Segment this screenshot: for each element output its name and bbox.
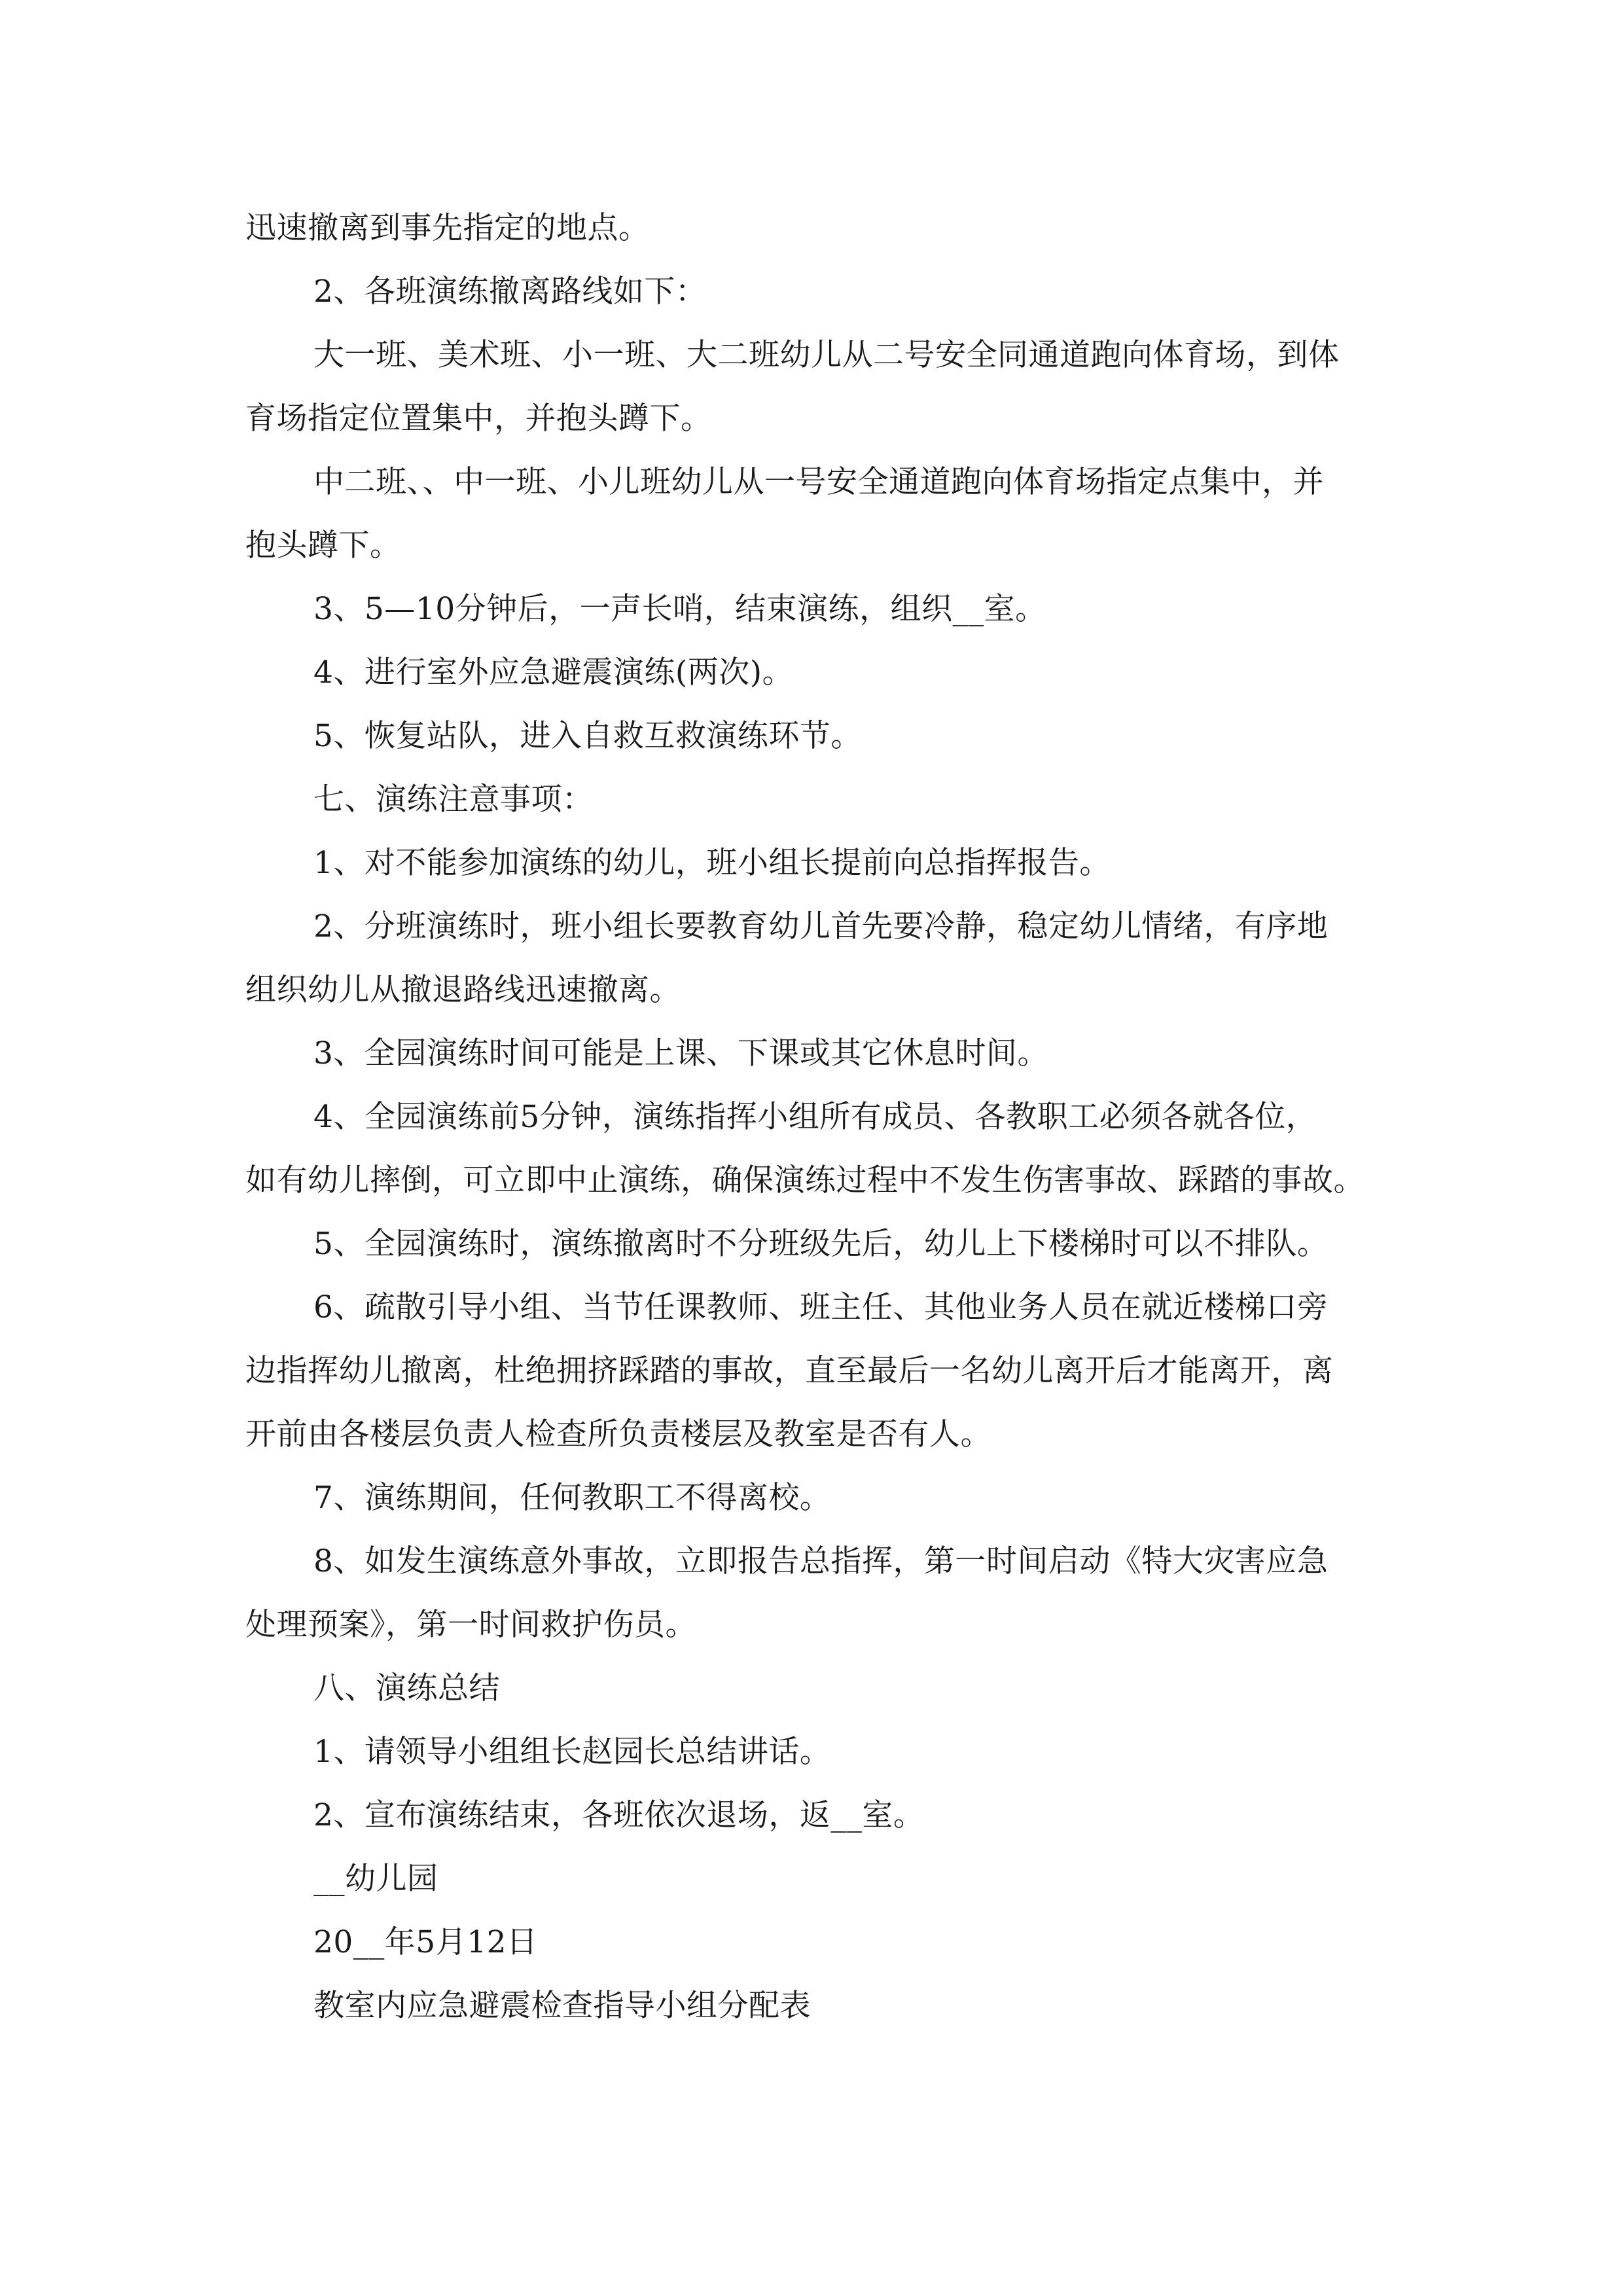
paragraph-line: 1、请领导小组组长赵园长总结讲话。 — [313, 1734, 831, 1770]
paragraph-line: 7、演练期间，任何教职工不得离校。 — [313, 1480, 831, 1516]
table-caption: 教室内应急避震检查指导小组分配表 — [313, 1988, 811, 2024]
paragraph-line: 3、全园演练时间可能是上课、下课或其它休息时间。 — [313, 1035, 1048, 1071]
paragraph-line: 5、恢复站队，进入自救互救演练环节。 — [313, 718, 862, 754]
paragraph-line: 育场指定位置集中，并抱头蹲下。 — [245, 401, 712, 437]
paragraph-line: 2、宣布演练结束，各班依次退场，返__室。 — [313, 1797, 925, 1833]
paragraph-line: 中二班、、中一班、小儿班幼儿从一号安全通道跑向体育场指定点集中，并 — [313, 464, 1324, 500]
paragraph-line: 边指挥幼儿撤离，杜绝拥挤踩踏的事故，直至最后一名幼儿离开后才能离开，离 — [245, 1353, 1334, 1389]
paragraph-line: 8、如发生演练意外事故，立即报告总指挥，第一时间启动《特大灾害应急 — [313, 1543, 1329, 1579]
paragraph-line: 2、各班演练撤离路线如下： — [313, 274, 707, 310]
signature-date: 20__年5月12日 — [313, 1924, 538, 1960]
paragraph-line: 1、对不能参加演练的幼儿，班小组长提前向总指挥报告。 — [313, 845, 1111, 881]
paragraph-line: 大一班、美术班、小一班、大二班幼儿从二号安全同通道跑向体育场，到体 — [313, 337, 1340, 373]
paragraph-line: 4、全园演练前5分钟，演练指挥小组所有成员、各教职工必须各就各位， — [313, 1099, 1317, 1135]
paragraph-line: 开前由各楼层负责人检查所负责楼层及教室是否有人。 — [245, 1416, 991, 1452]
section-heading: 八、演练总结 — [313, 1670, 500, 1706]
paragraph-line: 处理预案》，第一时间救护伤员。 — [245, 1607, 696, 1643]
paragraph-line: 6、疏散引导小组、当节任课教师、班主任、其他业务人员在就近楼梯口旁 — [313, 1289, 1329, 1325]
paragraph-line: 组织幼儿从撤退路线迅速撤离。 — [245, 972, 681, 1008]
paragraph-line: 迅速撤离到事先指定的地点。 — [245, 210, 650, 246]
paragraph-line: 抱头蹲下。 — [245, 528, 401, 564]
paragraph-line: 4、进行室外应急避震演练(两次)。 — [313, 655, 794, 691]
section-heading: 七、演练注意事项： — [313, 781, 594, 817]
paragraph-line: 如有幼儿摔倒，可立即中止演练，确保演练过程中不发生伤害事故、踩踏的事故。 — [245, 1162, 1364, 1198]
paragraph-line: 5、全园演练时，演练撤离时不分班级先后，幼儿上下楼梯时可以不排队。 — [313, 1226, 1329, 1262]
document-page — [245, 196, 1378, 2037]
paragraph-line: 3、5—10分钟后，一声长哨，结束演练，组织__室。 — [313, 591, 1046, 627]
paragraph-line: 2、分班演练时，班小组长要教育幼儿首先要冷静，稳定幼儿情绪，有序地 — [313, 908, 1329, 944]
signature-organization: __幼儿园 — [313, 1861, 438, 1897]
